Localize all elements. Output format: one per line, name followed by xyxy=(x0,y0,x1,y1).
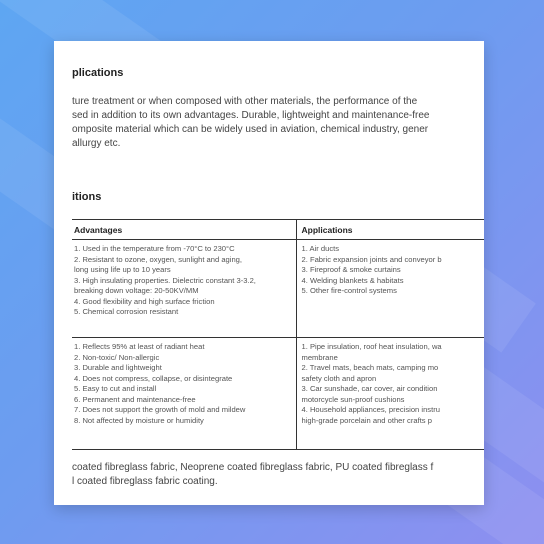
applications-section-title: plications xyxy=(72,67,124,79)
list-item: safety cloth and apron xyxy=(301,373,377,383)
list-item: membrane xyxy=(301,352,338,362)
applications-cell xyxy=(296,240,484,338)
list-item: motorcycle sun-proof cushions xyxy=(301,394,405,404)
list-item: 1. Used in the temperature from -70°C to 230°C xyxy=(74,244,235,253)
intro-line: allurgy etc. xyxy=(72,138,121,149)
list-item: 2. Non-toxic/ Non-allergic xyxy=(74,352,160,362)
table-row xyxy=(72,240,484,338)
list-item: 4. Household appliances, precision instru xyxy=(301,405,440,414)
document-page xyxy=(54,41,484,505)
list-item: 4. Welding blankets & habitats xyxy=(301,275,404,285)
intro-line: omposite material which can be widely used in aviation, chemical industry, gener xyxy=(72,124,429,135)
list-item: 3. Car sunshade, car cover, air condition xyxy=(301,384,438,393)
applications-header: Applications xyxy=(296,220,484,240)
intro-line: ture treatment or when composed with other materials, the performance of the xyxy=(72,96,418,107)
list-item: 3. Fireproof & smoke curtains xyxy=(301,265,401,274)
list-item: 5. Other fire-control systems xyxy=(301,286,397,295)
list-item: 3. Durable and lightweight xyxy=(74,363,162,372)
table-header-row xyxy=(72,220,484,240)
list-item: 5. Chemical corrosion resistant xyxy=(74,307,179,316)
footer-paragraph xyxy=(72,461,433,489)
list-item: 1. Reflects 95% at least of radiant heat xyxy=(74,342,205,351)
list-item: 5. Easy to cut and install xyxy=(74,384,157,393)
intro-paragraph xyxy=(72,95,429,151)
advantages-cell xyxy=(72,240,296,338)
list-item: long using life up to 10 years xyxy=(74,265,171,274)
list-item: 6. Permanent and maintenance-free xyxy=(74,394,196,404)
list-item: 2. Resistant to ozone, oxygen, sunlight and aging, xyxy=(74,254,243,264)
list-item: 4. Does not compress, collapse, or disintegrate xyxy=(74,373,233,383)
list-item: 2. Fabric expansion joints and conveyor b xyxy=(301,254,442,264)
list-item: 2. Travel mats, beach mats, camping mo xyxy=(301,363,439,372)
list-item: high-grade porcelain and other crafts p xyxy=(301,415,432,425)
table-row xyxy=(72,338,484,450)
list-item: 1. Air ducts xyxy=(301,244,340,253)
advantages-header: Advantages xyxy=(72,220,296,240)
list-item: 7. Does not support the growth of mold and mildew xyxy=(74,405,246,414)
advantages-cell xyxy=(72,338,296,450)
footer-line: l coated fibreglass fabric coating. xyxy=(72,476,218,487)
intro-line: sed in addition to its own advantages. Durable, lightweight and maintenance-free xyxy=(72,110,430,121)
list-item: 4. Good flexibility and high surface friction xyxy=(74,296,215,306)
table-section-title: itions xyxy=(72,191,102,203)
list-item: 1. Pipe insulation, roof heat insulation, wa xyxy=(301,342,442,351)
list-item: 8. Not affected by moisture or humidity xyxy=(74,415,204,425)
applications-cell xyxy=(296,338,484,450)
list-item: 3. High insulating properties. Dielectric constant 3-3.2, xyxy=(74,275,256,285)
features-table xyxy=(72,219,484,450)
list-item: breaking down voltage: 20-50KV/MM xyxy=(74,286,199,295)
footer-line: coated fibreglass fabric, Neoprene coated fibreglass fabric, PU coated fibreglass f xyxy=(72,462,434,473)
